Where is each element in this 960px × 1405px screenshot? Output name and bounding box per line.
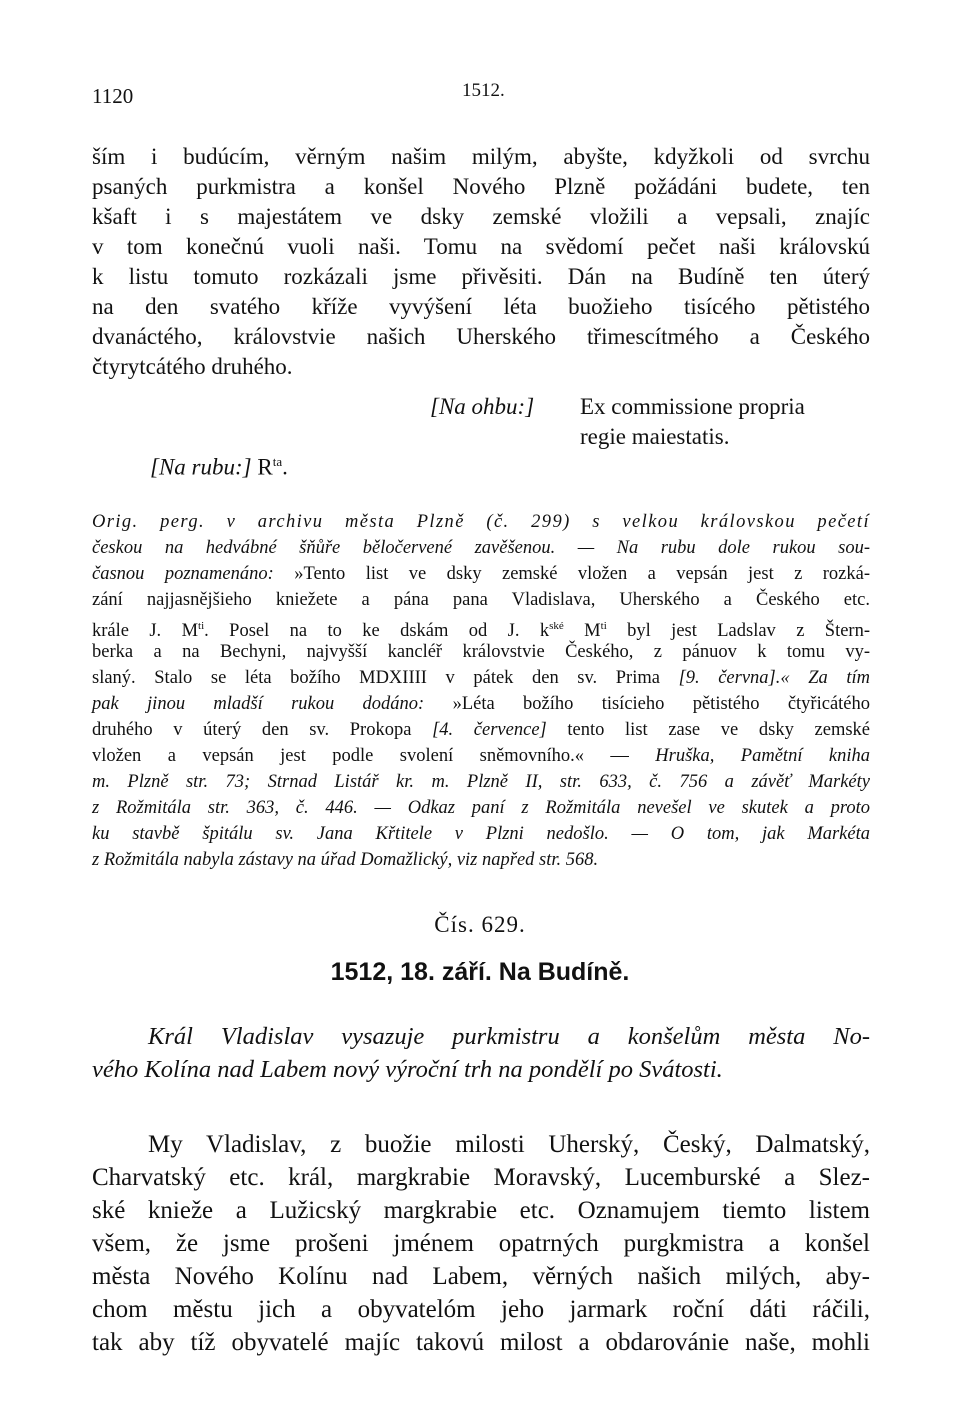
text-line: v tom konečnú vuoli naši. Tomu na svědomí pečet naši královskú: [92, 234, 870, 259]
body-line: chom městu jich a obyvatelóm jeho jarmark roční dáti ráčili,: [92, 1296, 870, 1323]
text-line: dvanáctého, královstvie našich Uherského třimescítmého a Českého: [92, 324, 870, 349]
fold-text: regie maiestatis.: [580, 424, 730, 449]
body-line: tak aby tíž obyvatelé majíc takovú milost a obdarovánie naše, mohli: [92, 1329, 870, 1356]
note-line: vložen a vepsán jest podle svolení sněmovního.« — Hruška, Pamětní kniha: [92, 746, 870, 766]
note-line: slaný. Stalo se léta božího MDXIIII v pátek den sv. Prima [9. června].« Za tím: [92, 668, 871, 688]
document-date-heading: 1512, 18. září. Na Budíně.: [330, 958, 630, 986]
reverse-label: [Na rubu:]: [150, 454, 252, 480]
note-line: z Rožmitála str. 363, č. 446. — Odkaz paní z Rožmitála nevešel ve skutek a proto: [92, 798, 870, 818]
note-line: z Rožmitála nabyla zástavy na úřad Domažlický, viz napřed str. 568.: [92, 850, 599, 870]
text-line: ším i budúcím, věrným našim milým, abyšte, kdyžkoli od svrchu: [92, 144, 870, 169]
text-line: čtyrytcátého druhého.: [92, 354, 293, 379]
regest-line: Král Vladislav vysazuje purkmistru a konšelům města No-: [148, 1023, 870, 1050]
reverse-text: R: [257, 454, 273, 480]
note-line: druhého v úterý den sv. Prokopa [4. července] tento list zase ve dsky zemské: [92, 720, 870, 740]
text-line: kšaft i s majestátem ve dsky zemské vložili a vepsali, znajíc: [92, 204, 870, 229]
note-line: Orig. perg. v archivu města Plzně (č. 299) s velkou královskou pečetí: [92, 512, 870, 532]
body-line: ské knieže a Lužicský margkrabie etc. Oznamujem tiemto listem: [92, 1197, 870, 1224]
fold-label: [Na ohbu:]: [430, 394, 535, 419]
note-line: časnou poznamenáno: »Tento list ve dsky zemské vložen a vepsán jest z rozká-: [92, 564, 871, 584]
body-line: Charvatský etc. král, margkrabie Moravský, Lucemburské a Slez-: [92, 1164, 870, 1191]
body-line: všem, že jsme prošeni jménem opatrných purgkmistra a konšel: [92, 1230, 870, 1257]
regest-line: vého Kolína nad Labem nový výroční trh na pondělí po Svátosti.: [92, 1056, 723, 1083]
page-number: 1120: [92, 84, 134, 108]
body-line: města Nového Kolínu nad Labem, věrných našich milých, aby-: [92, 1263, 870, 1290]
note-line: berka a na Bechyni, najvyšší kancléř královstvie Českého, z pánuov k tomu vy-: [92, 642, 870, 662]
reverse-note: [150, 454, 288, 481]
note-line: krále J. $M^{ti}$. Posel na to ke dskám od J. $k^{ské}$ $M^{ti}$ byl jest Ladslav z Štern-: [92, 620, 870, 642]
text-line: na den svatého kříže vyvýšení léta buožieho tisícého pětistého: [92, 294, 870, 319]
note-line: m. Plzně str. 73; Strnad Listář kr. m. Plzně II, str. 633, č. 756 a závěť Markéty: [92, 772, 870, 792]
text-line: psaných purkmistra a konšel Nového Plzně požádáni budete, ten: [92, 174, 870, 199]
note-line: pak jinou mladší rukou dodáno: »Léta božího tisícieho pětistého čtyřicátého: [92, 694, 871, 714]
note-line: zání najjasnějšieho kniežete a pána pana Vladislava, Uherského a Českého etc.: [92, 590, 870, 610]
note-line: českou na hedvábné šňůře běločervené zavěšenou. — Na rubu dole rukou sou-: [92, 538, 870, 558]
body-line: My Vladislav, z buožie milosti Uherský, Český, Dalmatský,: [148, 1131, 870, 1158]
fold-text: Ex commissione propria: [580, 394, 805, 419]
running-head-year: 1512.: [462, 80, 505, 101]
document-number: Čís. 629.: [434, 912, 526, 937]
text-line: k listu tomuto rozkázali jsme přivěsiti. Dán na Budíně ten úterý: [92, 264, 870, 289]
note-line: ku stavbě špitálu sv. Jana Křtitele v Plzni nedošlo. — O tom, jak Markéta: [92, 824, 870, 844]
reverse-sup: ta: [272, 454, 283, 469]
reverse-end: .: [282, 454, 288, 480]
